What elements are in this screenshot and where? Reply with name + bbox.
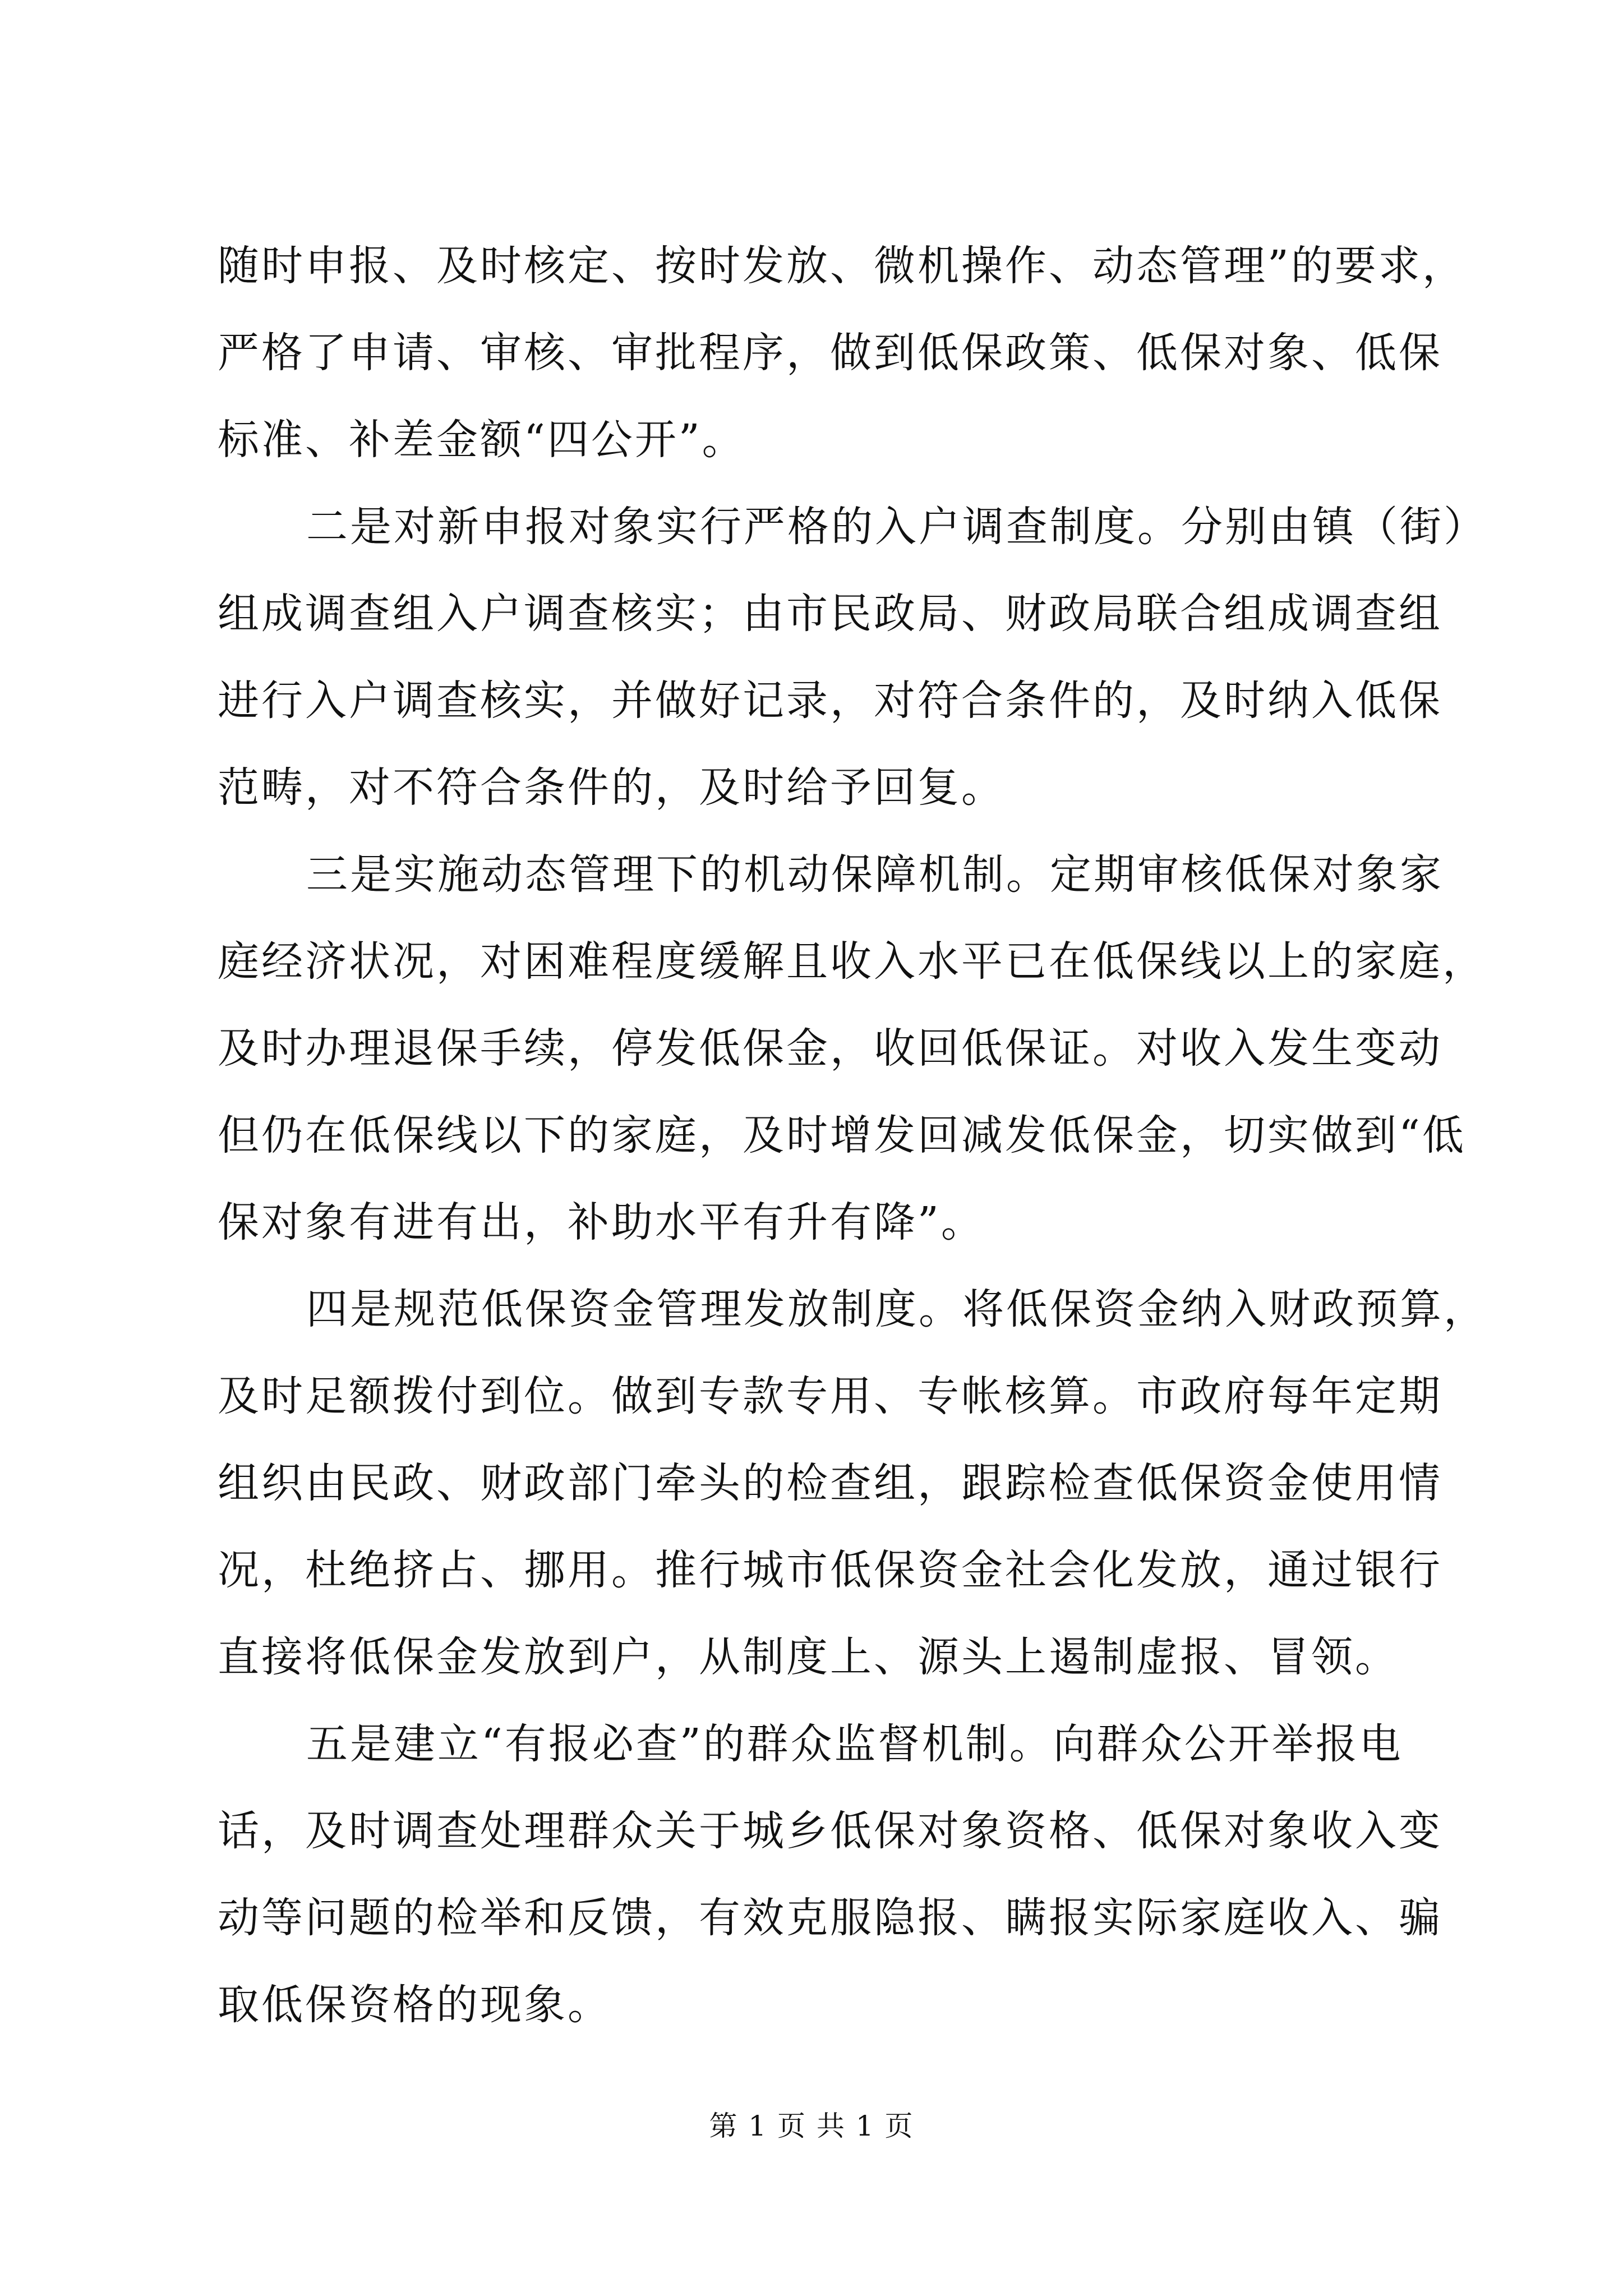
page-footer: 第 1 页 共 1 页 — [709, 2110, 914, 2142]
text-line: 取低保资格的现象。 — [218, 1981, 611, 2029]
text-line: 保对象有进有出，补助水平有升有降”。 — [218, 1198, 985, 1246]
paragraph-first-line: 五是建立“有报必查”的群众监督机制。向群众公开举报电 — [306, 1720, 1403, 1768]
text-line: 标准、补差金额“四公开”。 — [218, 416, 746, 464]
text-line: 话，及时调查处理群众关于城乡低保对象资格、低保对象收入变 — [218, 1807, 1442, 1855]
paragraph-first-line: 四是规范低保资金管理发放制度。将低保资金纳入财政预算， — [306, 1285, 1487, 1333]
text-line: 随时申报、及时核定、按时发放、微机操作、动态管理”的要求， — [218, 242, 1466, 290]
text-line: 进行入户调查核实，并做好记录，对符合条件的，及时纳入低保 — [218, 677, 1442, 725]
text-line: 及时办理退保手续，停发低保金，收回低保证。对收入发生变动 — [218, 1024, 1442, 1073]
text-line: 组成调查组入户调查核实；由市民政局、财政局联合组成调查组 — [218, 590, 1442, 638]
text-line: 但仍在低保线以下的家庭，及时增发回减发低保金，切实做到“低 — [218, 1111, 1466, 1159]
paragraph-first-line: 三是实施动态管理下的机动保障机制。定期审核低保对象家 — [306, 850, 1444, 899]
text-line: 组织由民政、财政部门牵头的检查组，跟踪检查低保资金使用情 — [218, 1459, 1442, 1507]
text-line: 直接将低保金发放到户，从制度上、源头上遏制虚报、冒领。 — [218, 1633, 1399, 1681]
text-line: 庭经济状况，对困难程度缓解且收入水平已在低保线以上的家庭， — [218, 937, 1486, 986]
text-line: 动等问题的检举和反馈，有效克服隐报、瞒报实际家庭收入、骗 — [218, 1894, 1442, 1942]
text-line: 范畴，对不符合条件的，及时给予回复。 — [218, 763, 1005, 812]
text-line: 及时足额拨付到位。做到专款专用、专帐核算。市政府每年定期 — [218, 1372, 1442, 1420]
text-line: 严格了申请、审核、审批程序，做到低保政策、低保对象、低保 — [218, 329, 1442, 377]
paragraph-first-line: 二是对新申报对象实行严格的入户调查制度。分别由镇（街） — [306, 503, 1487, 551]
text-line: 况，杜绝挤占、挪用。推行城市低保资金社会化发放，通过银行 — [218, 1546, 1442, 1594]
